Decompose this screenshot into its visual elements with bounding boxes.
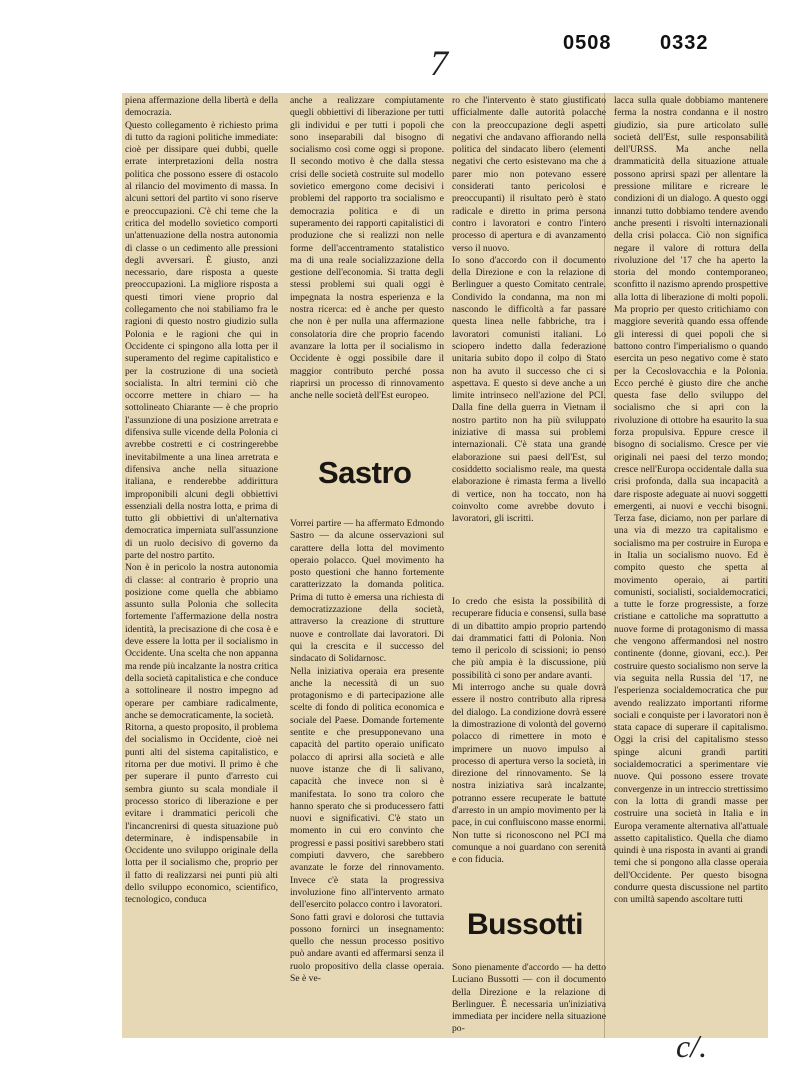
handwritten-page-mark: 7 [430, 43, 448, 83]
article-column-3-top: ro che l'intervento è stato giustificato ufficialmente dalle autorità polacche con la preoccupazione degli aspetti negativi che andavano affiorando nella politica del sindacato libero (elementi negativi che certo esistevano ma che a parer mio non potevano essere considerati tanto pericolosi e preoccupanti) il risultato però è stato radicale e diretto in prima persona contro i lavoratori e contro l'intero processo di apertura e di avanzamento verso il nuovo. Io sono d'accordo con il documento della Direzione e con la relazione di Berlinguer a questo Comitato centrale. Condivido la condanna, ma non mi nascondo le difficoltà a far passare questa linea nelle fabbriche, tra i lavoratori comunisti italiani. Lo sciopero indetto dalla federazione unitaria subito dopo il colpo di Stato non ha avuto il successo che ci si aspettava. E questo si deve anche a un limite intrinseco nell'azione del PCI. Dalla fine della guerra in Vietnam il nostro partito non ha più sviluppato iniziative di massa sui problemi internazionali. C'è stata una grande elaborazione sui paesi dell'Est, sul cosiddetto socialismo reale, ma questa elaborazione è rimasta ferma a livello di vertice, non ha toccato, non ha coinvolto come avrebbe dovuto i lavoratori, gli iscritti. [452, 95, 606, 525]
archive-code-left: 0508 [563, 32, 612, 54]
article-column-3-middle: Io credo che esista la possibilità di recuperare fiducia e consensi, sulla base di un dibattito ampio proprio partendo dai drammatici fatti di Polonia. Non temo il pericolo di scissioni; io penso che più ampia è la discussione, più possibilità ci sono per andare avanti. Mi interrogo anche su quale dovrà essere il nostro contributo alla ripresa del dialogo. La condizione dovrà essere la dimostrazione di volontà del governo polacco di rimettere in moto e imprimere un nuovo impulso al processo di apertura verso la società, in direzione del rinnovamento. Se la nostra iniziativa sarà incalzante, potranno essere recuperate le battute d'arresto in un ampio movimento per la pace, in cui confluiscono masse enormi. Non tutte si riconoscono nel PCI ma comunque a noi guardano con serenità e con fiducia. [452, 596, 606, 866]
article-column-3-bottom: Sono pienamente d'accordo — ha detto Luciano Bussotti — con il documento della Direzione e la relazione di Berlinguer. È necessaria un'iniziativa immediata per incidere nella situazione po- [452, 962, 606, 1035]
article-column-1: piena affermazione della libertà e della democrazia. Questo collegamento è richiesto prima di tutto da ragioni politiche immediate: cioè per dissipare quei dubbi, quelle errate interpretazioni della nostra politica che possono essere di ostacolo al rilancio del movimento di massa. In alcuni settori del partito vi sono riserve e preoccupazioni. C'è chi teme che la critica del modello sovietico comporti un'attenuazione della nostra autonomia di classe o un cedimento alle pressioni degli avversari. È giusto, anzi necessario, dare risposta a queste preoccupazioni. La migliore risposta a questi timori viene proprio dal collegamento che noi stabiliamo fra le ragioni di questo nostro giudizio sulla Polonia e le ragioni che qui in Occidente ci spingono alla lotta per il superamento del regime capitalistico e per la costruzione di una società socialista. In altri termini ciò che occorre mettere in chiaro — ha sottolineato Chiarante — è che proprio l'assunzione di una posizione arretrata e difensiva sulle vicende della Polonia ci avrebbe costretti e ci costringerebbe inevitabilmente a una linea arretrata e difensiva anche nella situazione italiana, e renderebbe addirittura improponibili alcuni degli obbiettivi essenziali della nostra lotta, e prima di tutto gli obbiettivi di un'alternativa democratica imperniata sull'assunzione di un ruolo decisivo di governo da parte del nostro partito. Non è in pericolo la nostra autonomia di classe: al contrario è proprio una posizione come quella che abbiamo assunto sulla Polonia che sollecita fortemente l'affermazione della nostra identità, la precisazione di che cosa è e deve essere la lotta per il socialismo in Occidente. Una scelta che non appanna ma rende più incalzante la nostra critica della società capitalistica e che conduce a sottolineare il nostro impegno ad operare per cambiare radicalmente, anche se democraticamente, la società. Ritorna, a questo proposito, il problema del socialismo in Occidente, cioè nei punti alti del sistema capitalistico, e ritorna per due motivi. Il primo è che per superare il punto d'arresto cui sembra giunto su scala mondiale il processo storico di liberazione e per evitare i drammatici pericoli che l'incancrenirsi di questa situazione può determinare, è indispensabile in Occidente uno sviluppo originale della lotta per il socialismo che, proprio per il fatto di realizzarsi nei punti più alti dello sviluppo economico, scientifico, tecnologico, conduca [125, 95, 278, 906]
article-column-2-bottom: Vorrei partire — ha affermato Edmondo Sastro — da alcune osservazioni sul carattere della lotta del movimento operaio polacco. Quel movimento ha posto questioni che hanno fortemente caratterizzato la domanda politica. Prima di tutto è emersa una richiesta di democratizzazione della società, attraverso la creazione di strutture nuove e controllate dai lavoratori. Di qui la crescita e il successo del sindacato di Solidarnosc. Nella iniziativa operaia era presente anche la necessità di un suo protagonismo e di partecipazione alle scelte di fondo di politica economica e sociale del Paese. Domande fortemente sentite e che presupponevano una capacità del partito operaio unificato polacco di aprirsi alla società e alle nuove istanze che di lì salivano, capacità che invece non si è manifestata. Io sono tra coloro che hanno sperato che si producessero fatti nuovi e significativi. C'è stato un momento in cui ero convinto che progressi e passi positivi sarebbero stati compiuti davvero, che sarebbero avanzate le forze del rinnovamento. Invece c'è stata la progressiva involuzione fino all'intervento armato dell'esercito polacco contro i lavoratori. Sono fatti gravi e dolorosi che tuttavia possono fornirci un insegnamento: quello che nessun processo positivo può andare avanti ed affermarsi senza il ruolo propositivo della classe operaia. Se è ve- [290, 518, 444, 984]
article-column-4: lacca sulla quale dobbiamo mantenere ferma la nostra condanna e il nostro giudizio, sia pure articolato sulle società dell'Est, sulle responsabilità dell'URSS. Ma anche nella drammaticità della situazione attuale possono aprirsi spazi per allentare la pressione militare e ricreare le condizioni di un dialogo. A questo oggi innanzi tutto dobbiamo tendere avendo anche presenti i risvolti internazionali della crisi polacca. Ciò non significa negare il valore di rottura della rivoluzione del '17 che ha aperto la storia del mondo contemporaneo, sconfitto il nazismo aprendo prospettive alla lotta di liberazione di molti popoli. Ma proprio per questo critichiamo con maggiore severità quando essa offende gli interessi di quei popoli che si battono contro l'imperialismo o quando esercita un peso negativo come è stato per la Cecoslovacchia e la Polonia. Ecco perché è giusto dire che anche questa fase dello sviluppo del socialismo che si aprì con la rivoluzione di ottobre ha esaurito la sua forza propulsiva. Eppure cresce il bisogno di socialismo. Cresce per vie originali nei paesi del terzo mondo; cresce nell'Europa occidentale dalla sua crisi profonda, dalla sua incapacità a dare risposte adeguate ai nuovi soggetti emergenti, ai nuovi e vecchi bisogni. Terza fase, diciamo, non per parlare di una via di mezzo tra capitalismo e socialismo ma per costruire in Europa e in Italia un socialismo nuovo. Ed è compito questo che spetta al movimento operaio, ai partiti comunisti, socialisti, socialdemocratici, a tutte le forze progressiste, a forze cristiane e cattoliche ma soprattutto a nuove forme di protagonismo di massa che vengono affermandosi nel nostro continente (donne, giovani, ecc.). Per costruire questo socialismo non serve la via seguita nella Russia del '17, ne l'esperienza socialdemocratica che pur avendo realizzato importanti riforme sociali e conquiste per i lavoratori non è stata capace di superare il capitalismo. Oggi la crisi del capitalismo stesso spinge alcuni grandi partiti socialdemocratici a sperimentare vie nuove. Qui possono essere trovate convergenze in un intreccio strettissimo con la lotta di grandi masse per costruire una società in Italia e in Europa veramente alternativa all'attuale assetto capitalistico. Quella che diamo quindi è una risposta in avanti ai grandi temi che si pongono alla classe operaia dell'Occidente. Per questo bisogna condurre questa discussione nel partito con umiltà sapendo ascoltare tutti [614, 95, 768, 906]
section-heading-bussotti: Bussotti [467, 908, 583, 941]
section-heading-sastro: Sastro [318, 455, 412, 490]
article-column-2-top: anche a realizzare compiutamente quegli obbiettivi di liberazione per tutti gli individui e per tutti i popoli che sono inseparabili dal bisogno di socialismo così come oggi si propone. Il secondo motivo è che dalla stessa crisi delle società costruite sul modello sovietico emergono come decisivi i problemi del rapporto tra socialismo e democrazia politica e di un superamento dei rapporti capitalistici di produzione che si realizzi non nelle forme dell'accentramento statalistico ma di una reale socializzazione della gestione dell'economia. Si tratta degli stessi problemi sui quali oggi è impegnata la nostra esperienza e la nostra ricerca: ed è anche per questo che non è per nulla una affermazione consolatoria dire che proprio facendo avanzare la lotta per il socialismo in Occidente è oggi possibile dare il maggior contributo perché possa riaprirsi un processo di rinnovamento anche nelle società dell'Est europeo. [290, 95, 444, 402]
handwritten-bottom-mark: c/. [676, 1028, 708, 1064]
archive-code-right: 0332 [660, 32, 709, 54]
